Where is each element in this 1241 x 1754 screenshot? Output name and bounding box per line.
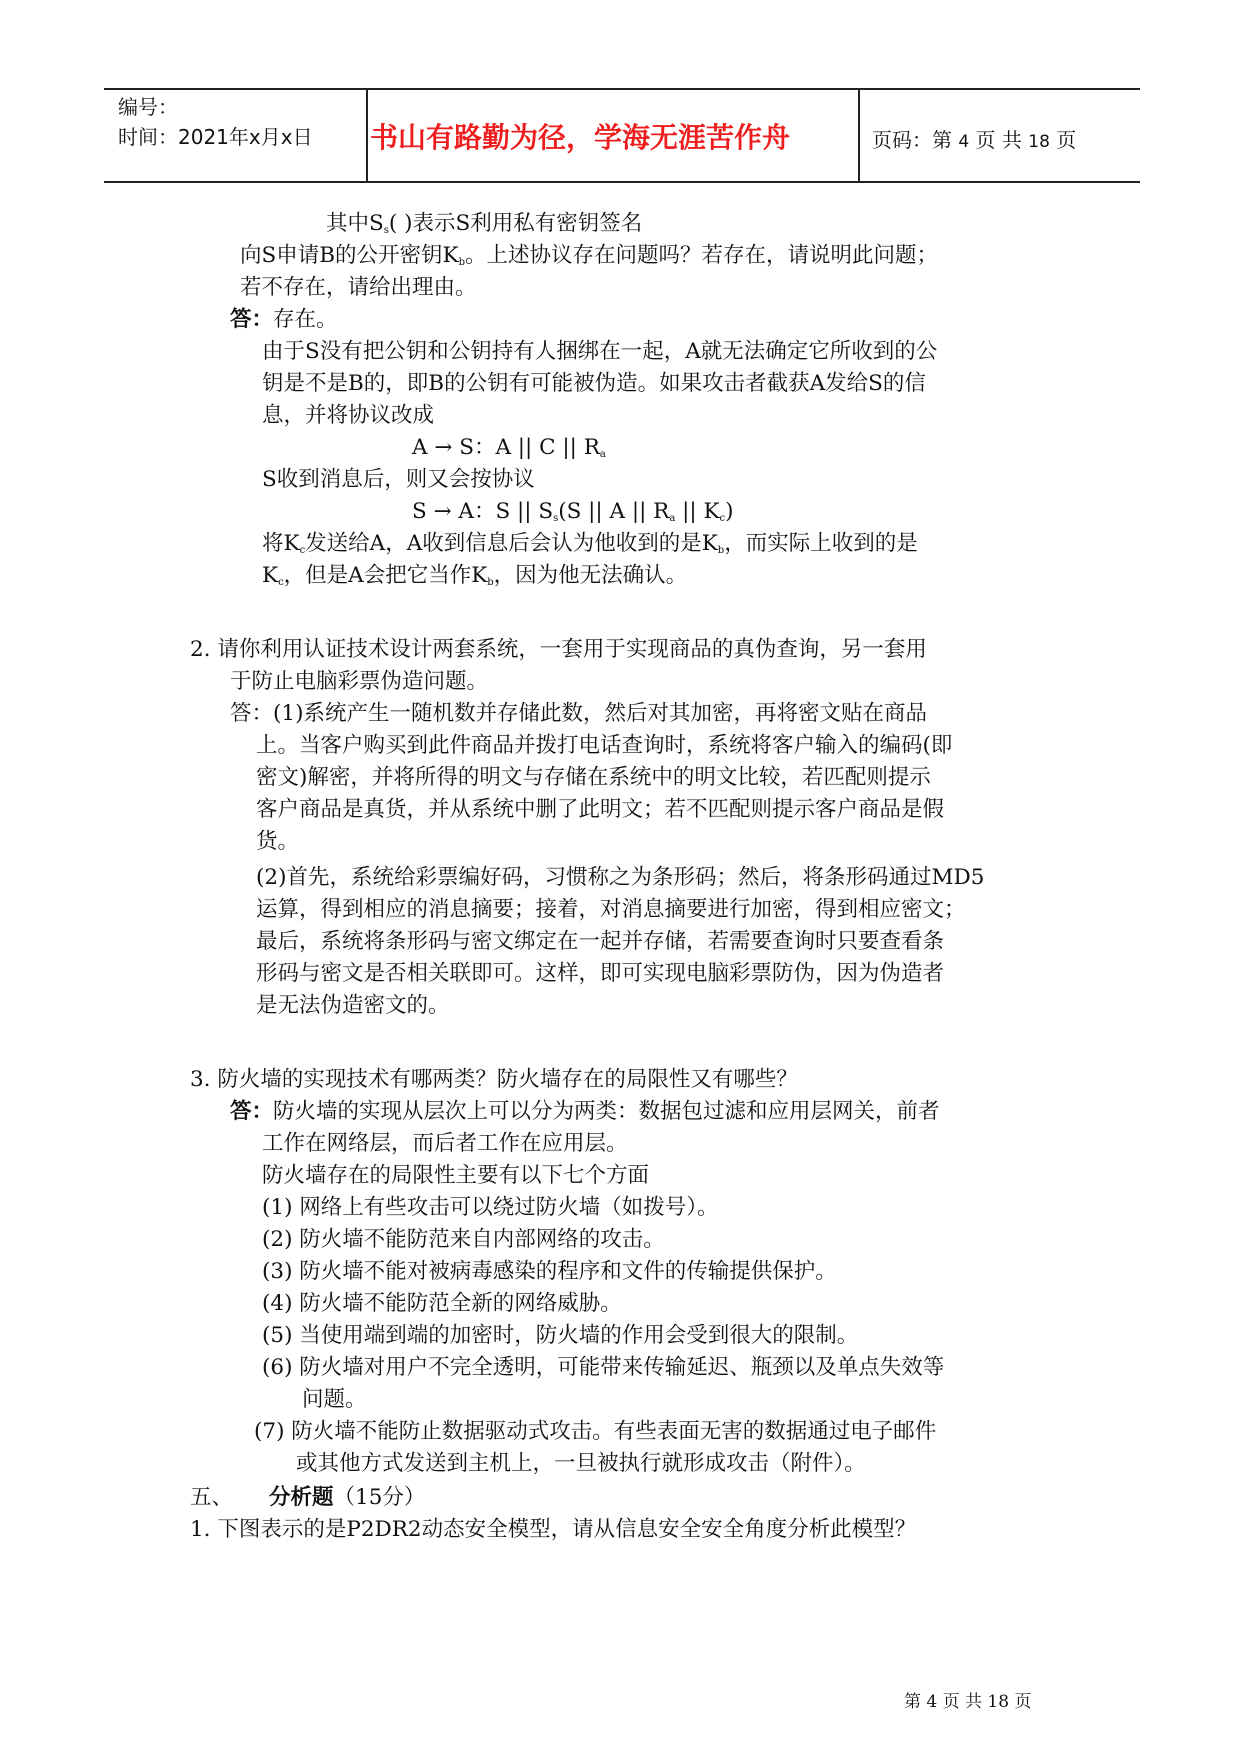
- header-page-suffix: 页: [1056, 128, 1077, 152]
- text-line: 工作在网络层，而后者工作在应用层。: [262, 1131, 628, 1156]
- header-divider-left: [366, 88, 368, 183]
- text-line: S收到消息后，则又会按协议: [262, 467, 535, 492]
- text-line: 密文)解密，并将所得的明文与存储在系统中的明文比较，若匹配则提示: [256, 765, 931, 790]
- text-line: 最后，系统将条形码与密文绑定在一起并存储，若需要查询时只要查看条: [256, 929, 945, 954]
- section-title: 分析题: [269, 1485, 334, 1510]
- text-line: 或其他方式发送到主机上，一旦被执行就形成攻击（附件）。: [296, 1451, 866, 1476]
- list-item: (6) 防火墙对用户不完全透明，可能带来传输延迟、瓶颈以及单点失效等: [262, 1355, 945, 1380]
- text-line: 若不存在，请给出理由。: [240, 275, 477, 300]
- header-page-total: 18: [1028, 132, 1050, 152]
- text-line: (2)首先，系统给彩票编好码，习惯称之为条形码；然后，将条形码通过MD5: [256, 865, 985, 890]
- list-item: (1) 网络上有些攻击可以绕过防火墙（如拨号）。: [262, 1195, 719, 1220]
- header-top-rule: [104, 88, 1140, 90]
- protocol-line: A → S：A || C || $R_a$: [412, 435, 606, 460]
- section-score: （15分）: [333, 1485, 426, 1510]
- list-item: (7) 防火墙不能防止数据驱动式攻击。有些表面无害的数据通过电子邮件: [254, 1419, 937, 1444]
- answer-label: 答：: [230, 307, 274, 332]
- answer-label: 答：: [230, 1099, 274, 1124]
- header-page-current: 4: [958, 132, 970, 152]
- header-slogan: 书山有路勤为径，学海无涯苦作舟: [370, 121, 791, 154]
- text-line: 将$K_c$发送给A，A收到信息后会认为他收到的是$K_b$，而实际上收到的是: [262, 531, 918, 556]
- text-line: 向S申请B的公开密钥$K_b$。上述协议存在问题吗？若存在，请说明此问题；: [240, 243, 939, 268]
- header-number-label: 编号：: [118, 95, 178, 119]
- list-item: (5) 当使用端到端的加密时，防火墙的作用会受到很大的限制。: [262, 1323, 859, 1348]
- text-line: $K_c$，但是A会把它当作$K_b$，因为他无法确认。: [262, 563, 688, 588]
- question-2: 2. 请你利用认证技术设计两套系统，一套用于实现商品的真伪查询，另一套用: [190, 637, 927, 662]
- answer-line: 答：存在。: [230, 307, 338, 332]
- text-line: 上。当客户购买到此件商品并拨打电话查询时，系统将客户输入的编码(即: [256, 733, 953, 758]
- header-bottom-rule: [104, 181, 1140, 183]
- text-line: 形码与密文是否相关联即可。这样，即可实现电脑彩票防伪，因为伪造者: [256, 961, 945, 986]
- text-line: 由于S没有把公钥和公钥持有人捆绑在一起，A就无法确定它所收到的公: [262, 339, 938, 364]
- section-heading: [190, 1482, 425, 1514]
- text-line: 其中$S_s$( )表示S利用私有密钥签名: [326, 211, 643, 236]
- header-page-mid: 页 共: [975, 128, 1022, 152]
- answer-line: 答：(1)系统产生一随机数并存储此数，然后对其加密，再将密文贴在商品: [230, 701, 927, 726]
- section-number: 五、: [190, 1485, 234, 1510]
- text-line: 息，并将协议改成: [262, 403, 435, 428]
- text-line: 客户商品是真货，并从系统中删了此明文；若不匹配则提示客户商品是假: [256, 797, 945, 822]
- list-item: (4) 防火墙不能防范全新的网络威胁。: [262, 1291, 622, 1316]
- text-line: 钥是不是B的，即B的公钥有可能被伪造。如果攻击者截获A发给S的信: [262, 371, 926, 396]
- protocol-line: S → A：S || $S_s(S$ || A || $R_a$ || $K_c$): [412, 499, 734, 524]
- text-line: 于防止电脑彩票伪造问题。: [230, 669, 489, 694]
- list-item: (2) 防火墙不能防范来自内部网络的攻击。: [262, 1227, 665, 1252]
- answer-line: 答：防火墙的实现从层次上可以分为两类：数据包过滤和应用层网关，前者: [230, 1099, 940, 1124]
- text-line: 是无法伪造密文的。: [256, 993, 450, 1018]
- text-line: 货。: [256, 829, 300, 854]
- question-1: 1. 下图表示的是P2DR2动态安全模型，请从信息安全安全角度分析此模型？: [190, 1517, 917, 1542]
- text-line: 问题。: [302, 1387, 367, 1412]
- text-line: 运算，得到相应的消息摘要；接着，对消息摘要进行加密，得到相应密文；: [256, 897, 966, 922]
- list-item: (3) 防火墙不能对被病毒感染的程序和文件的传输提供保护。: [262, 1259, 837, 1284]
- text-line: 防火墙存在的局限性主要有以下七个方面: [262, 1163, 650, 1188]
- page-footer: 第 4 页 共 18 页: [904, 1692, 1032, 1712]
- question-3: 3. 防火墙的实现技术有哪两类？防火墙存在的局限性又有哪些？: [190, 1067, 798, 1092]
- header-page-prefix: 页码：第: [872, 128, 952, 152]
- header-meta: [118, 92, 313, 152]
- header-page-info: [872, 124, 1076, 153]
- header-time: 时间：2021年x月x日: [118, 125, 313, 149]
